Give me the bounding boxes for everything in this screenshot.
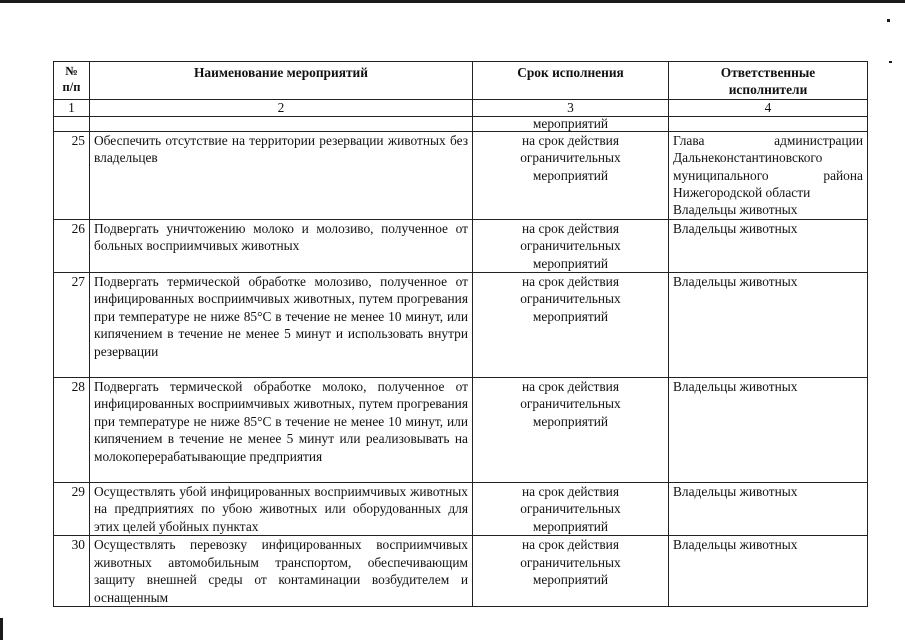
row-measure: Осуществлять убой инфицированных восприимчивых животных на предприятиях по убою животных или оборудованных для этих целей убойных пунктах <box>90 483 473 536</box>
column-index-row <box>54 99 868 116</box>
continuation-row <box>54 116 868 131</box>
responsible-line: муниципального района <box>673 167 863 183</box>
term-line: мероприятий <box>532 413 609 429</box>
header-responsible <box>669 62 868 100</box>
continuation-num <box>54 116 90 131</box>
table-row <box>54 378 868 483</box>
continuation-term: мероприятий <box>473 116 669 131</box>
header-number <box>54 62 90 100</box>
term-line: на срок действия <box>521 220 619 236</box>
row-responsible <box>669 378 868 483</box>
responsible-line: Владельцы животных <box>673 274 798 290</box>
header-responsible-line-1: Ответственные <box>720 65 816 80</box>
term-line: на срок действия <box>521 132 619 148</box>
responsible-line: Владельцы животных <box>673 379 798 395</box>
responsible-line: Владельцы животных <box>673 484 798 500</box>
header-number-line-2: п/п <box>62 79 81 94</box>
responsible-line: Владельцы животных <box>673 220 798 236</box>
row-responsible <box>669 131 868 219</box>
row-term <box>473 273 669 378</box>
measures-table <box>53 61 868 607</box>
term-line: на срок действия <box>521 379 619 395</box>
row-term <box>473 483 669 536</box>
row-term <box>473 131 669 219</box>
responsible-line: Дальнеконстантиновского <box>673 150 823 166</box>
term-line: ограничительных <box>520 291 621 307</box>
column-index: 3 <box>473 99 669 116</box>
row-responsible <box>669 273 868 378</box>
row-measure: Подвергать термической обработке молозиво, полученное от инфицированных восприимчивых животных, путем прогревания при температуре не ниже 85°С в течение не менее 10 минут, или кипячением в течение не менее 5 минут и использовать внутри резервации <box>90 273 473 378</box>
row-number: 26 <box>54 219 90 272</box>
term-line: ограничительных <box>520 501 621 517</box>
row-number: 25 <box>54 131 90 219</box>
row-measure: Подвергать уничтожению молоко и молозиво, полученное от больных восприимчивых животных <box>90 219 473 272</box>
term-line: ограничительных <box>520 396 621 412</box>
row-term <box>473 536 669 607</box>
scan-edge-mark <box>0 618 3 640</box>
row-number: 27 <box>54 273 90 378</box>
row-number: 30 <box>54 536 90 607</box>
row-term <box>473 378 669 483</box>
column-index: 2 <box>90 99 473 116</box>
table-row <box>54 131 868 219</box>
row-responsible <box>669 536 868 607</box>
term-line: мероприятий <box>532 308 609 324</box>
table-header-row <box>54 62 868 100</box>
table-row <box>54 219 868 272</box>
scan-speck <box>887 19 890 22</box>
row-responsible <box>669 483 868 536</box>
row-number: 29 <box>54 483 90 536</box>
term-line: мероприятий <box>532 572 609 588</box>
row-number: 28 <box>54 378 90 483</box>
term-line: на срок действия <box>521 484 619 500</box>
row-measure: Обеспечить отсутствие на территории резервации животных без владельцев <box>90 131 473 219</box>
responsible-line: Нижегородской области <box>673 185 811 201</box>
header-term: Срок исполнения <box>473 62 669 100</box>
continuation-name <box>90 116 473 131</box>
term-line: ограничительных <box>520 238 621 254</box>
header-name: Наименование мероприятий <box>90 62 473 100</box>
row-measure: Подвергать термической обработке молоко, полученное от инфицированных восприимчивых животных, путем прогревания при температуре не ниже 85°С в течение не менее 10 минут, или кипячением в течение не менее 5 минут или реализовывать на молокоперерабатывающие предприятия <box>90 378 473 483</box>
term-line: мероприятий <box>532 255 609 271</box>
term-line: ограничительных <box>520 554 621 570</box>
term-line: ограничительных <box>520 150 621 166</box>
table-row <box>54 536 868 607</box>
table-row <box>54 273 868 378</box>
row-term <box>473 219 669 272</box>
responsible-line: Глава администрации <box>673 132 863 148</box>
scan-top-border <box>0 0 905 3</box>
term-line: на срок действия <box>521 537 619 553</box>
responsible-line: Владельцы животных <box>673 202 798 218</box>
header-responsible-line-2: исполнители <box>728 82 808 98</box>
scan-speck <box>889 61 892 63</box>
term-line: на срок действия <box>521 274 619 290</box>
table-row <box>54 483 868 536</box>
row-measure: Осуществлять перевозку инфицированных восприимчивых животных автомобильным транспортом, обеспечивающим защиту внешней среды от контаминации возбудителем и оснащенным <box>90 536 473 607</box>
responsible-line: Владельцы животных <box>673 537 798 553</box>
column-index: 4 <box>669 99 868 116</box>
header-number-line-1: № <box>65 64 78 78</box>
term-line: мероприятий <box>532 167 609 183</box>
row-responsible <box>669 219 868 272</box>
continuation-resp <box>669 116 868 131</box>
column-index: 1 <box>54 99 90 116</box>
term-line: мероприятий <box>532 518 609 534</box>
